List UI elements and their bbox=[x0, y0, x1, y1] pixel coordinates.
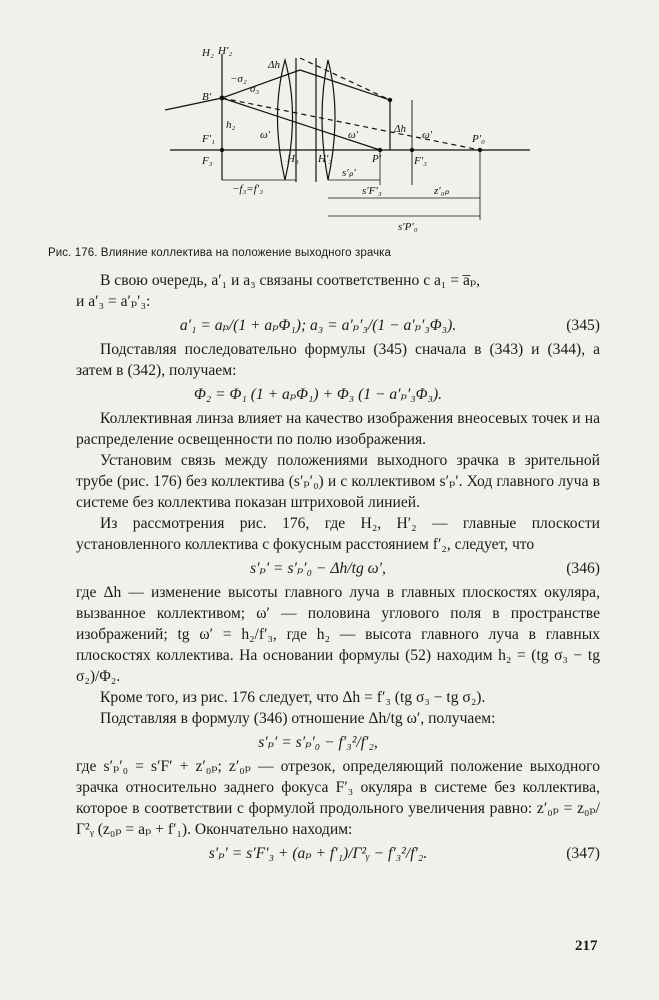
equation-345-number: (345) bbox=[566, 317, 600, 334]
para-9: где s′ₚ′₀ = s′F′ + z′₀ₚ; z′₀ₚ — отрезок, определяющий положение выходного зрачка относительно заднего фокуса F′₃ окуляра в системе без коллектива, которое в соответствии с формулой продольного увеличения равно: z′₀ₚ = z₀ₚ/Γ²ᵧ (z₀ₚ = aₚ + f′₁). Окончательно находим: bbox=[76, 758, 600, 838]
label-omega1: ω′ bbox=[260, 129, 271, 141]
page-number: 217 bbox=[575, 938, 598, 954]
para-1-line-1: В свою очередь, a′₁ и a₃ связаны соответственно с a₁ = a̅ₚ, bbox=[100, 272, 481, 289]
equation-mid bbox=[76, 729, 600, 756]
label-f3p: F′₃ bbox=[414, 155, 427, 167]
equation-345 bbox=[76, 312, 600, 339]
label-dh2: Δh bbox=[394, 123, 406, 135]
label-bp: B′ bbox=[202, 91, 212, 103]
dashed-ray-2 bbox=[300, 58, 390, 100]
para-4: Установим связь между положениями выходного зрачка в зрительной трубе (рис. 176) без коллектива (s′ₚ′₀) и с коллективом s′ₚ′. Ход главного луча в системе без коллектива показан штриховой линией. bbox=[76, 452, 600, 511]
label-ff: −f₃=f′₃ bbox=[232, 183, 264, 195]
equation-346-formula: s′ₚ′ = s′ₚ′₀ − Δh/tg ω′, bbox=[250, 560, 386, 577]
label-spp: s′ₚ′ bbox=[342, 167, 356, 179]
equation-phi bbox=[76, 381, 600, 408]
label-f3: F₃ bbox=[202, 155, 213, 167]
label-omega3: ω′ bbox=[422, 129, 433, 141]
equation-347 bbox=[76, 840, 600, 867]
equation-phi-formula: Φ₂ = Φ₁ (1 + aₚΦ₁) + Φ₃ (1 − a′ₚ′₃Φ₃). bbox=[193, 386, 443, 403]
chief-ray bbox=[222, 98, 380, 150]
para-7: Кроме того, из рис. 176 следует, что Δh = f′₃ (tg σ₃ − tg σ₂). bbox=[100, 689, 486, 706]
para-8: Подставляя в формулу (346) отношение Δh/tg ω′, получаем: bbox=[100, 710, 496, 727]
label-h2: H₂ bbox=[202, 47, 214, 59]
equation-347-number: (347) bbox=[566, 845, 600, 862]
para-3: Коллективная линза влияет на качество изображения внеосевых точек и на распределение освещенности по полю изображения. bbox=[76, 410, 600, 448]
equation-346 bbox=[76, 555, 600, 582]
label-pp: P′ bbox=[372, 153, 382, 165]
figure-caption: Рис. 176. Влияние коллектива на положение выходного зрачка bbox=[48, 247, 392, 259]
para-5: Из рассмотрения рис. 176, где H₂, H′₂ — главные плоскости установленного коллектива с фокусным расстоянием f′₂, следует, что bbox=[76, 515, 600, 553]
main-text bbox=[76, 270, 600, 867]
equation-347-formula: s′ₚ′ = s′F′₃ + (aₚ + f′₁)/Γ²ᵧ − f′₃²/f′₂. bbox=[208, 845, 428, 862]
label-z0p: z′₀ₚ bbox=[434, 185, 450, 197]
para-2: Подставляя последовательно формулы (345) сначала в (343) и (344), а затем в (342), получаем: bbox=[76, 341, 600, 379]
label-omega2: ω′ bbox=[348, 129, 359, 141]
label-p0: P′₀ bbox=[472, 133, 485, 145]
optical-diagram-svg bbox=[150, 40, 550, 235]
label-f1p: F′₁ bbox=[202, 133, 215, 145]
label-h3: H₃ bbox=[287, 153, 299, 165]
dashed-ray bbox=[222, 98, 480, 150]
label-h2p: H′₂ bbox=[218, 45, 233, 57]
label-sigma2: −σ₂ bbox=[230, 73, 247, 85]
label-hz: h₂ bbox=[226, 119, 236, 131]
equation-345-formula: a′₁ = aₚ/(1 + aₚΦ₁); a₃ = a′ₚ′₃/(1 − a′ₚ′₃Φ₃). bbox=[179, 317, 457, 334]
para-6: где Δh — изменение высоты главного луча в главных плоскостях окуляра, вызванное коллективом; ω′ — половина углового поля в пространстве изображений; tg ω′ = h₂/f′₃, где h₂ — высота главного луча в главных плоскостях коллектива. На основании формулы (52) находим h₂ = (tg σ₃ − tg σ₂)/Φ₂. bbox=[76, 584, 600, 685]
equation-mid-formula: s′ₚ′ = s′ₚ′₀ − f′₃²/f′₂, bbox=[258, 734, 378, 751]
ray-upper bbox=[300, 70, 390, 100]
incoming-ray bbox=[165, 98, 222, 110]
optical-diagram bbox=[150, 40, 550, 235]
label-sp0: s′P′₀ bbox=[398, 221, 418, 233]
equation-346-number: (346) bbox=[566, 560, 600, 577]
label-sf3p: s′F′₃ bbox=[362, 185, 382, 197]
label-dh: Δh bbox=[268, 59, 280, 71]
para-1-line-2: и a′₃ = a′ₚ′₃: bbox=[76, 293, 151, 310]
label-sigma3: σ₃ bbox=[250, 83, 260, 95]
label-h3p: H′₃ bbox=[318, 153, 333, 165]
